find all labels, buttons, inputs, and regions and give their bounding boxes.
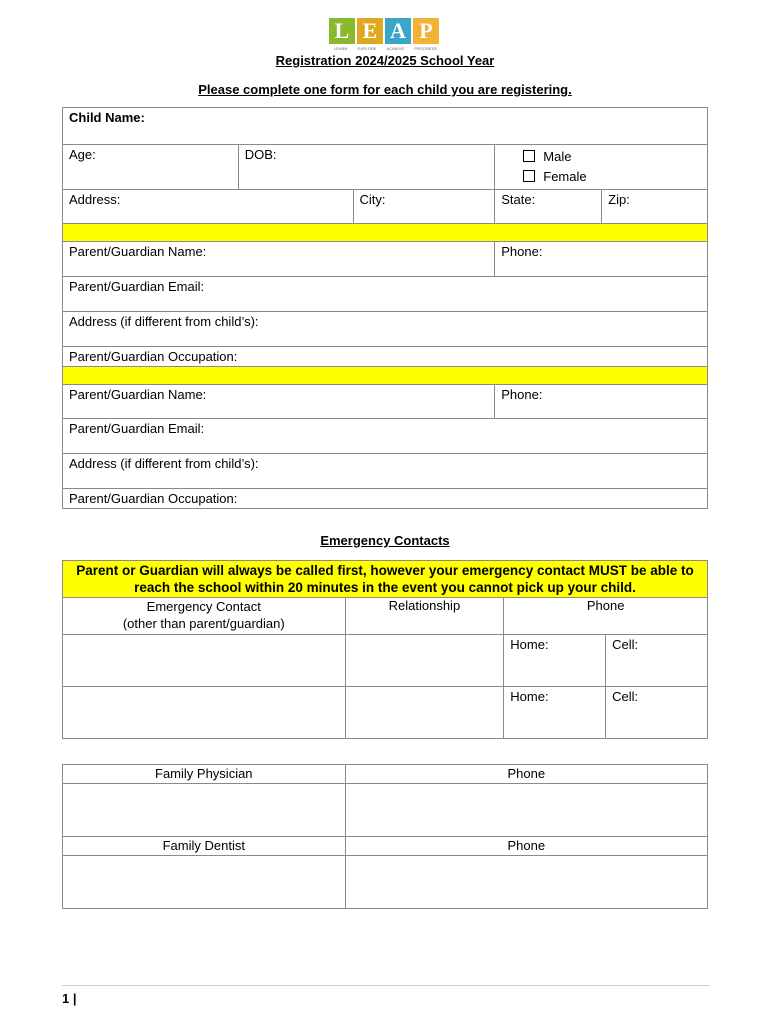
page-number: 1 |	[62, 991, 77, 1006]
child-name-field[interactable]	[63, 108, 708, 145]
address-field[interactable]	[63, 190, 354, 224]
guardian2-name-label: Parent/Guardian Name:	[69, 387, 207, 402]
cell-label: Cell:	[612, 637, 639, 652]
guardian1-address-label: Address (if different from child’s):	[69, 314, 259, 329]
guardian1-email-label: Parent/Guardian Email:	[69, 279, 205, 294]
medical-table	[62, 764, 708, 909]
logo-letter-l: L	[329, 18, 355, 44]
form-subtitle: Please complete one form for each child you are registering.	[198, 82, 572, 97]
logo-tagline: PROGRESS	[414, 46, 437, 51]
zip-label: Zip:	[608, 192, 630, 207]
dentist-phone-field[interactable]	[345, 856, 707, 909]
col-contact-header	[63, 598, 346, 635]
dentist-name-field[interactable]	[63, 856, 346, 909]
home-label: Home:	[510, 637, 549, 652]
guardian1-name-field[interactable]	[63, 242, 495, 277]
dentist-header: Family Dentist	[63, 837, 346, 856]
age-label: Age:	[69, 147, 96, 162]
dob-field[interactable]	[238, 145, 495, 190]
logo-tagline: EXPLORE	[357, 46, 377, 51]
guardian1-name-label: Parent/Guardian Name:	[69, 244, 207, 259]
city-field[interactable]	[353, 190, 495, 224]
guardian1-phone-field[interactable]	[495, 242, 708, 277]
guardian1-occupation-label: Parent/Guardian Occupation:	[69, 349, 238, 364]
address-label: Address:	[69, 192, 121, 207]
logo-tagline: LEARN	[334, 46, 348, 51]
col-contact-sublabel: (other than parent/guardian)	[122, 616, 285, 631]
dob-label: DOB:	[244, 147, 277, 162]
home-label: Home:	[510, 689, 549, 704]
form-title: Registration 2024/2025 School Year	[275, 53, 495, 68]
city-label: City:	[359, 192, 386, 207]
guardian1-occupation-field[interactable]	[63, 347, 708, 367]
guardian2-email-field[interactable]	[63, 419, 708, 454]
logo-tagline: ACHIEVE	[386, 46, 405, 51]
guardian1-email-field[interactable]	[63, 277, 708, 312]
female-label: Female	[543, 169, 587, 184]
female-option[interactable]	[523, 167, 701, 187]
gender-field	[495, 145, 708, 190]
contact2-home-field[interactable]	[504, 687, 606, 739]
leap-logo	[329, 18, 442, 51]
contact2-cell-field[interactable]	[606, 687, 708, 739]
physician-header: Family Physician	[63, 765, 346, 784]
contact1-home-field[interactable]	[504, 635, 606, 687]
male-checkbox[interactable]	[523, 150, 535, 162]
cell-label: Cell:	[612, 689, 639, 704]
guardian2-occupation-field[interactable]	[63, 489, 708, 509]
guardian2-phone-field[interactable]	[495, 385, 708, 419]
contact1-name-field[interactable]	[63, 635, 346, 687]
logo-letter-a: A	[385, 18, 411, 44]
child-name-label: Child Name:	[69, 110, 145, 125]
child-info-table	[62, 107, 708, 509]
emergency-notice: Parent or Guardian will always be called first, however your emergency contact MUST be able to reach the school within 20 minutes in the event you cannot pick up your child.	[63, 561, 708, 598]
col-phone-header: Phone	[504, 598, 708, 635]
divider-band	[63, 367, 708, 385]
guardian2-address-field[interactable]	[63, 454, 708, 489]
emergency-heading: Emergency Contacts	[320, 533, 450, 548]
state-field[interactable]	[495, 190, 602, 224]
dentist-phone-header: Phone	[345, 837, 707, 856]
contact2-name-field[interactable]	[63, 687, 346, 739]
state-label: State:	[501, 192, 536, 207]
female-checkbox[interactable]	[523, 170, 535, 182]
guardian2-address-label: Address (if different from child’s):	[69, 456, 259, 471]
footer-divider	[62, 985, 710, 986]
physician-phone-field[interactable]	[345, 784, 707, 837]
zip-field[interactable]	[602, 190, 708, 224]
guardian2-name-field[interactable]	[63, 385, 495, 419]
divider-band	[63, 224, 708, 242]
logo-taglines	[329, 46, 442, 51]
col-relationship-header: Relationship	[345, 598, 504, 635]
guardian1-phone-label: Phone:	[501, 244, 543, 259]
contact2-relationship-field[interactable]	[345, 687, 504, 739]
emergency-table	[62, 560, 708, 739]
male-option[interactable]	[523, 147, 701, 167]
guardian2-phone-label: Phone:	[501, 387, 543, 402]
guardian2-occupation-label: Parent/Guardian Occupation:	[69, 491, 238, 506]
contact1-relationship-field[interactable]	[345, 635, 504, 687]
physician-name-field[interactable]	[63, 784, 346, 837]
physician-phone-header: Phone	[345, 765, 707, 784]
guardian1-address-field[interactable]	[63, 312, 708, 347]
age-field[interactable]	[63, 145, 239, 190]
guardian2-email-label: Parent/Guardian Email:	[69, 421, 205, 436]
logo-letter-e: E	[357, 18, 383, 44]
male-label: Male	[543, 149, 572, 164]
col-contact-label: Emergency Contact	[146, 599, 261, 614]
logo-letter-p: P	[413, 18, 439, 44]
contact1-cell-field[interactable]	[606, 635, 708, 687]
